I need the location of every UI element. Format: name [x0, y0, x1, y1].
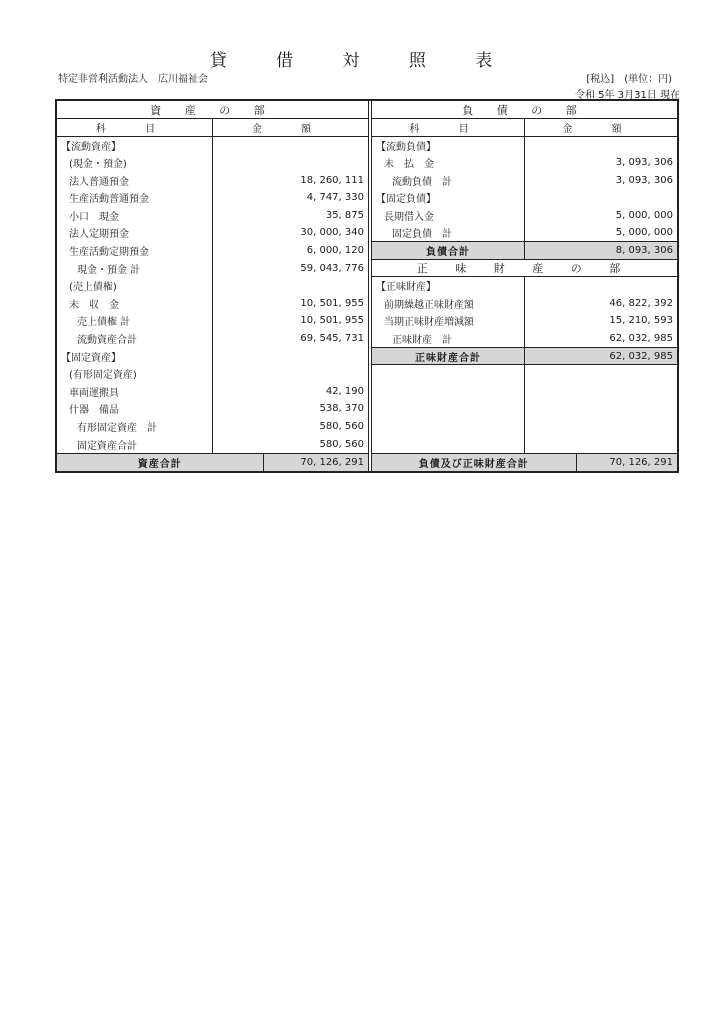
row-label: 固定資産合計 [57, 435, 213, 453]
table-row [372, 136, 677, 154]
assets-col-amount: 金 額 [213, 119, 369, 137]
row-amount: 35, 875 [325, 209, 364, 221]
row-label: 【固定資産】 [57, 347, 213, 365]
row-amount [213, 347, 369, 365]
row-amount: 10, 501, 955 [300, 297, 364, 309]
row-label: 生産活動普通預金 [57, 189, 213, 207]
row-label: 当期正味財産増減額 [372, 312, 525, 330]
table-row [372, 224, 677, 242]
row-label: 小口 現金 [57, 207, 213, 225]
net-assets-total-row [372, 347, 677, 365]
assets-col-item: 科 目 [57, 119, 213, 137]
table-row [57, 418, 368, 436]
table-row [57, 154, 368, 172]
table-row [372, 277, 677, 295]
table-row [57, 312, 368, 330]
assets-total-label: 資産合計 [57, 454, 263, 472]
grand-total-label: 負債及び正味財産合計 [372, 454, 576, 472]
table-row [57, 189, 368, 207]
row-amount: 5, 000, 000 [615, 209, 673, 221]
row-amount [525, 277, 678, 295]
table-row [57, 224, 368, 242]
table-row [57, 136, 368, 154]
row-label: 車両運搬具 [57, 383, 213, 401]
row-label: 法人定期預金 [57, 224, 213, 242]
table-row [372, 330, 677, 348]
row-amount: 4, 747, 330 [306, 192, 364, 204]
row-amount: 69, 545, 731 [300, 333, 364, 345]
row-amount: 18, 260, 111 [300, 174, 364, 186]
table-row [57, 435, 368, 453]
table-row [372, 171, 677, 189]
liabilities-total-label: 負債合計 [372, 242, 525, 260]
row-amount: 30, 000, 340 [300, 227, 364, 239]
row-amount: 46, 822, 392 [609, 297, 673, 309]
assets-total-amount: 70, 126, 291 [263, 454, 368, 472]
row-amount [213, 365, 369, 383]
row-label: 【正味財産】 [372, 277, 525, 295]
table-row [57, 365, 368, 383]
row-label: 流動資産合計 [57, 330, 213, 348]
table-row [57, 347, 368, 365]
row-label: 売上債権 計 [57, 312, 213, 330]
assets-total-row [57, 453, 368, 472]
table-row [57, 330, 368, 348]
row-label: 有形固定資産 計 [57, 418, 213, 436]
liabilities-total-row [372, 242, 677, 260]
row-amount: 580, 560 [319, 438, 364, 450]
liabilities-section [372, 101, 677, 453]
liabilities-col-item: 科 目 [372, 119, 525, 137]
unit-note: [税込] (単位：円) [586, 74, 672, 85]
table-row [57, 171, 368, 189]
table-row [372, 312, 677, 330]
row-label: 【固定負債】 [372, 189, 525, 207]
liabilities-total-amount: 8, 093, 306 [525, 242, 678, 260]
liabilities-section-title: 負 債 の 部 [372, 101, 677, 119]
row-amount [213, 154, 369, 172]
row-amount [213, 136, 369, 154]
row-label: 流動負債 計 [372, 171, 525, 189]
table-row [372, 189, 677, 207]
table-row [372, 207, 677, 225]
net-assets-total-amount: 62, 032, 985 [525, 347, 678, 365]
table-row [372, 295, 677, 313]
table-row [57, 383, 368, 401]
row-amount: 62, 032, 985 [609, 332, 673, 344]
grand-total-row [372, 453, 677, 472]
row-amount: 580, 560 [319, 420, 364, 432]
row-amount: 5, 000, 000 [615, 227, 673, 239]
grand-total-amount: 70, 126, 291 [576, 454, 677, 472]
table-row [57, 207, 368, 225]
assets-section [57, 101, 368, 453]
net-assets-section-title: 正 味 財 産 の 部 [372, 259, 677, 277]
row-amount: 10, 501, 955 [300, 315, 364, 327]
organization-name: 特定非営利活動法人 広川福祉会 [58, 74, 208, 85]
row-label: 前期繰越正味財産額 [372, 295, 525, 313]
table-row [57, 242, 368, 260]
balance-sheet-table [55, 99, 679, 473]
row-label: 長期借入金 [372, 207, 525, 225]
row-amount [525, 136, 678, 154]
liabilities-col-amount: 金 額 [525, 119, 678, 137]
row-label: 生産活動定期預金 [57, 242, 213, 260]
row-amount: 15, 210, 593 [609, 315, 673, 327]
row-amount: 6, 000, 120 [306, 245, 364, 257]
row-label: (売上債権) [57, 277, 213, 295]
row-amount [525, 189, 678, 207]
row-label: (有形固定資産) [57, 365, 213, 383]
row-amount [213, 277, 369, 295]
as-of-date: 令和 5年 3月31日 現在 [575, 90, 680, 101]
row-label: 正味財産 計 [372, 330, 525, 348]
row-label: 現金・預金 計 [57, 259, 213, 277]
table-row [57, 400, 368, 418]
row-label: 固定負債 計 [372, 224, 525, 242]
row-label: 【流動資産】 [57, 136, 213, 154]
table-row [57, 295, 368, 313]
row-amount: 3, 093, 306 [615, 157, 673, 169]
row-label: 未 収 金 [57, 295, 213, 313]
net-assets-total-label: 正味財産合計 [372, 347, 525, 365]
row-label: 【流動負債】 [372, 136, 525, 154]
row-label: 什器 備品 [57, 400, 213, 418]
row-label: 法人普通預金 [57, 171, 213, 189]
row-amount: 59, 043, 776 [300, 262, 364, 274]
row-amount: 538, 370 [319, 403, 364, 415]
row-label: 未 払 金 [372, 154, 525, 172]
row-amount: 3, 093, 306 [615, 174, 673, 186]
table-row [372, 154, 677, 172]
document-title: 貸 借 対 照 表 [209, 51, 515, 71]
row-amount: 42, 190 [325, 385, 364, 397]
row-label: (現金・預金) [57, 154, 213, 172]
table-row [57, 259, 368, 277]
table-row [57, 277, 368, 295]
assets-section-title: 資 産 の 部 [57, 101, 368, 119]
